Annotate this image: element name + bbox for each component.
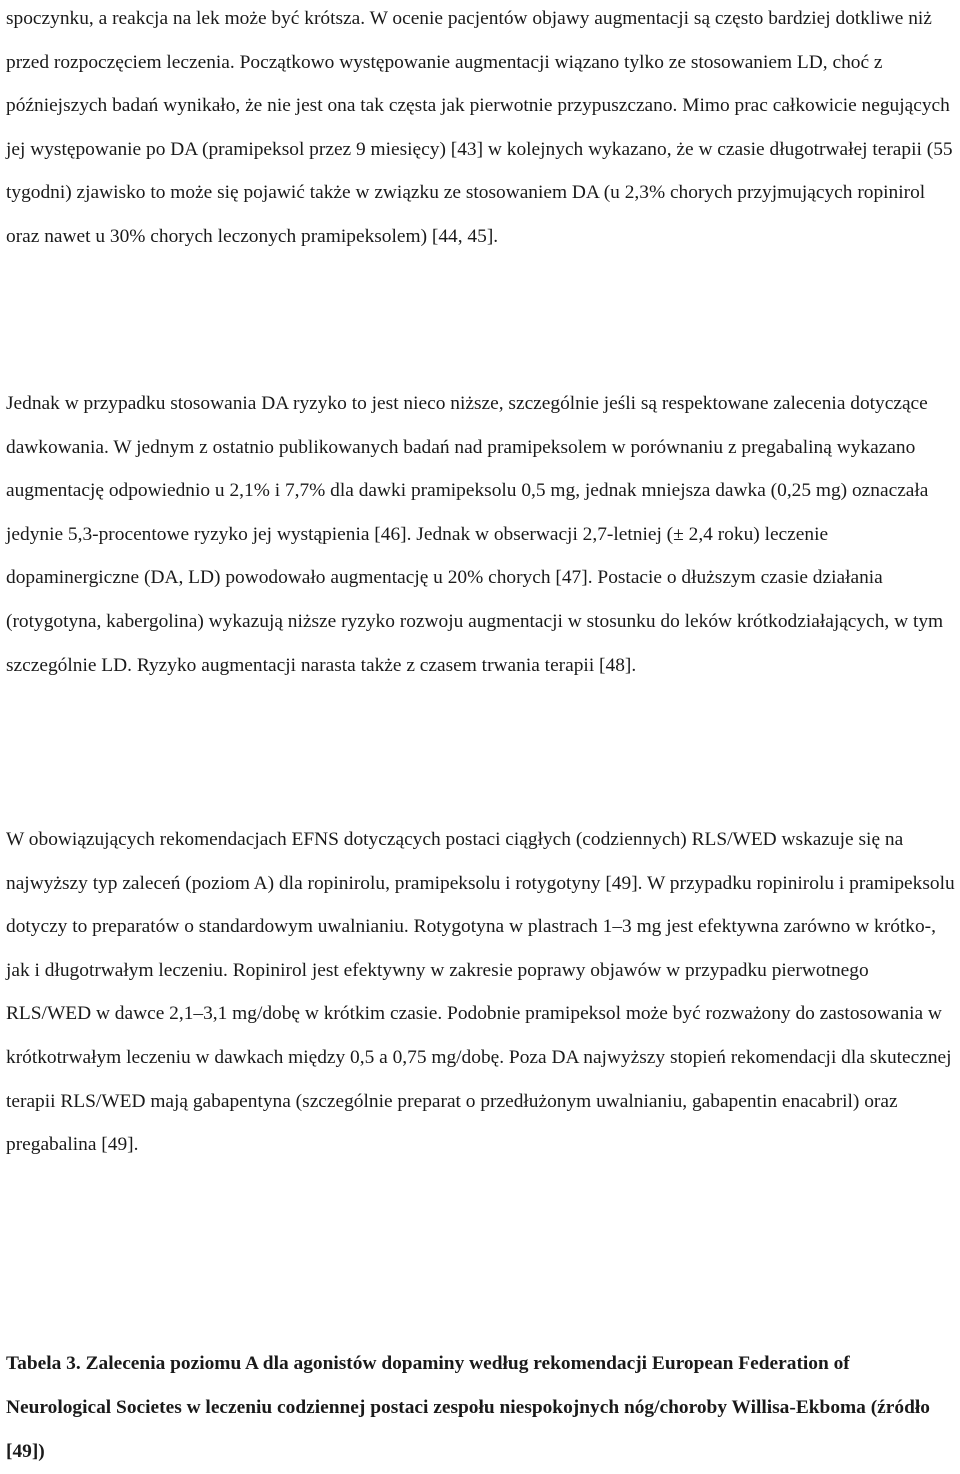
table-caption-text: Zalecenia poziomu A dla agonistów dopaminy według rekomendacji European Federation of Neurological Societes w leczeniu codziennej postaci zespołu niespokojnych nóg/choroby Willisa-Ekboma (źródło [49]): [6, 1353, 930, 1462]
table-caption-label: Tabela 3.: [6, 1353, 81, 1374]
table-caption: [6, 1342, 958, 1474]
paragraph-efns-recommendations: W obowiązujących rekomendacjach EFNS dotyczących postaci ciągłych (codziennych) RLS/WED wskazuje się na najwyższy typ zaleceń (poziom A) dla ropinirolu, pramipeksolu i rotygotyny [49]. W przypadku ropinirolu i pramipeksolu dotyczy to preparatów o standardowym uwalnianiu. Rotygotyna w plastrach 1–3 mg jest efektywna zarówno w krótko-, jak i długotrwałym leczeniu. Ropinirol jest efektywny w zakresie poprawy objawów w przypadku pierwotnego RLS/WED w dawce 2,1–3,1 mg/dobę w krótkim czasie. Podobnie pramipeksol może być rozważony do zastosowania w krótkotrwałym leczeniu w dawkach między 0,5 a 0,75 mg/dobę. Poza DA najwyższy stopień rekomendacji dla skutecznej terapii RLS/WED mają gabapentyna (szczególnie preparat o przedłużonym uwalnianiu, gabapentin enacabril) oraz pregabalina [49].: [6, 829, 955, 1156]
paragraph-augmentation-da: Jednak w przypadku stosowania DA ryzyko to jest nieco niższe, szczególnie jeśli są respektowane zalecenia dotyczące dawkowania. W jednym z ostatnio publikowanych badań nad pramipeksolem w porównaniu z pregabaliną wykazano augmentację odpowiednio u 2,1% i 7,7% dla dawki pramipeksolu 0,5 mg, jednak mniejsza dawka (0,25 mg) oznaczała jedynie 5,3-procentowe ryzyko jej wystąpienia [46]. Jednak w obserwacji 2,7-letniej (± 2,4 roku) leczenie dopaminergiczne (DA, LD) powodowało augmentację u 20% chorych [47]. Postacie o dłuższym czasie działania (rotygotyna, kabergolina) wykazują niższe ryzyko rozwoju augmentacji w stosunku do leków krótkodziałających, w tym szczególnie LD. Ryzyko augmentacji narasta także z czasem trwania terapii [48].: [6, 393, 944, 676]
paragraph-augmentation-ld: spoczynku, a reakcja na lek może być krótsza. W ocenie pacjentów objawy augmentacji są często bardziej dotkliwe niż przed rozpoczęciem leczenia. Początkowo występowanie augmentacji wiązano tylko ze stosowaniem LD, choć z późniejszych badań wynikało, że nie jest ona tak częsta jak pierwotnie przypuszczano. Mimo prac całkowicie negujących jej występowanie po DA (pramipeksol przez 9 miesięcy) [43] w kolejnych wykazano, że w czasie długotrwałej terapii (55 tygodni) zjawisko to może się pojawić także w związku ze stosowaniem DA (u 2,3% chorych przyjmujących ropinirol oraz nawet u 30% chorych leczonych pramipeksolem) [44, 45].: [6, 8, 953, 247]
